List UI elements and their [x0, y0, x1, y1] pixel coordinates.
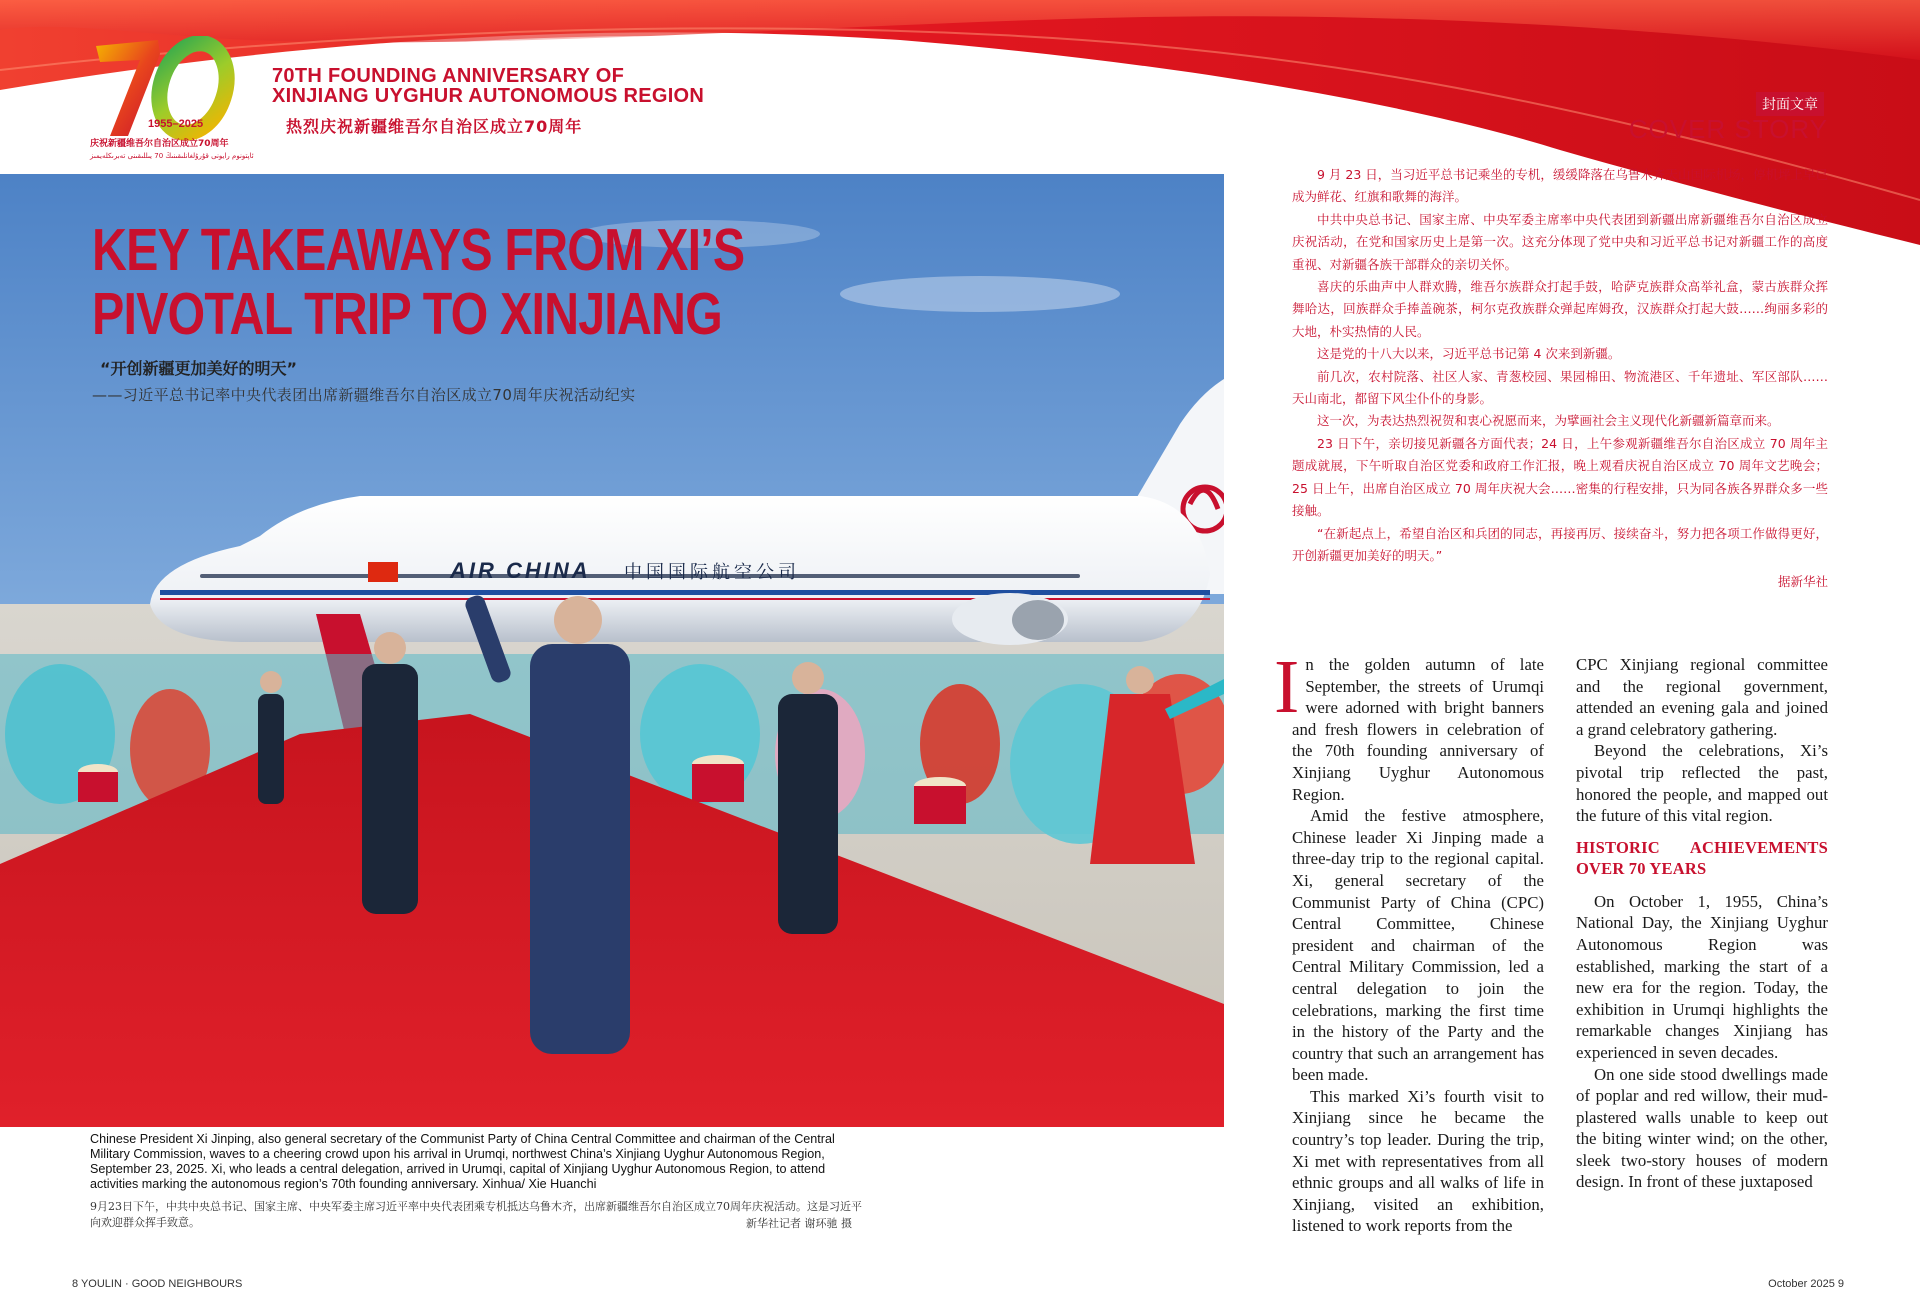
cover-story-badge-cn: 封面文章 [1756, 92, 1824, 116]
cover-story-label: COVER STORY [1628, 114, 1828, 144]
chinese-summary-block [1292, 164, 1828, 567]
chinese-source: 据新华社 [1777, 574, 1828, 589]
body-column-1 [1274, 645, 1544, 1237]
cn-paragraph: 前几次，农村院落、社区人家、青葱校园、果园棉田、物流港区、千年遗址、军区部队……天山南北，都留下风尘仆仆的身影。 [1292, 368, 1828, 407]
subtitle-cn-line: ——习近平总书记率中央代表团出席新疆维吾尔自治区成立70周年庆祝活动纪实 [92, 386, 636, 404]
cn-paragraph: 喜庆的乐曲声中人群欢腾，维吾尔族群众打起手鼓，哈萨克族群众高举礼盒，蒙古族群众挥舞哈达，回族群众手捧盖碗茶，柯尔克孜族群众弹起库姆孜，汉族群众打起大鼓……绚丽多彩的大地，朴实热情的人民。 [1292, 279, 1828, 339]
cn-paragraph: 9 月 23 日，当习近平总书记乘坐的专机，缓缓降落在乌鲁木齐天山国际机场，停机坪上早已成为鲜花、红旗和歌舞的海洋。 [1292, 167, 1828, 205]
body-paragraph-text: n the golden autumn of late September, the streets of Urumqi were adorned with bright banners and fresh flowers in celebration of the 70th founding anniversary of Xinjiang Uyghur Autonomous Region. [1292, 655, 1544, 804]
logo-uyghur-text: ئاپتونوم رايونى قۇرۇلغانلىقىنىڭ 70 يىللىقىنى تەبرىكلەيمىز [90, 152, 254, 160]
logo-years: 1955–2025 [148, 118, 204, 130]
body-paragraph: On October 1, 1955, China’s National Day, the Xinjiang Uyghur Autonomous Region was established, marking the start of a new era for the region. Today, the exhibition in Urumqi highlights the remarkable changes Xinjiang has experienced in seven decades. [1576, 891, 1828, 1062]
cn-paragraph: “在新起点上，希望自治区和兵团的同志，再接再厉、接续奋斗，努力把各项工作做得更好，开创新疆更加美好的明天。” [1292, 525, 1828, 563]
plane-text-cn: 中国国际航空公司 [624, 562, 800, 583]
section-heading: HISTORIC ACHIEVEMENTS OVER 70 YEARS [1576, 837, 1828, 878]
body-paragraph [1274, 645, 1544, 805]
cn-paragraph: 这一次，为表达热烈祝贺和衷心祝愿而来，为擘画社会主义现代化新疆新篇章而来。 [1317, 413, 1780, 429]
folio-right: October 2025 9 [1768, 1278, 1844, 1290]
subtitle-cn-quote: “开创新疆更加美好的明天” [100, 359, 298, 378]
drop-cap: I [1274, 645, 1300, 729]
plane-text-en: AIR CHINA [450, 558, 591, 583]
article-headline: KEY TAKEAWAYS FROM XI’S PIVOTAL TRIP TO XINJIANG [92, 217, 745, 347]
cn-paragraph: 这是党的十八大以来，习近平总书记第 4 次来到新疆。 [1317, 346, 1621, 362]
folio-left: 8 YOULIN · GOOD NEIGHBOURS [72, 1278, 243, 1290]
body-paragraph: This marked Xi’s fourth visit to Xinjiang since he became the country’s top leader. During the trip, Xi met with representatives from all ethnic groups and all walks of life in Xinjiang, visited an exhibition, listened to work reports from the [1292, 1086, 1544, 1236]
body-column-2 [1576, 654, 1828, 1193]
body-paragraph: CPC Xinjiang regional committee and the regional government, attended an evening gala and joined a grand celebratory gathering. [1576, 655, 1828, 739]
china-flag-icon [368, 562, 398, 582]
cn-paragraph: 23 日下午，亲切接见新疆各方面代表；24 日，上午参观新疆维吾尔自治区成立 70 周年主题成就展，下午听取自治区党委和政府工作汇报，晚上观看庆祝自治区成立 70 周年文艺晚会；25 日上午，出席自治区成立 70 周年庆祝大会……密集的行程安排，只为同各族各界群众多一些接触。 [1292, 435, 1828, 519]
anniversary-title-en [272, 66, 704, 106]
body-paragraph: On one side stood dwellings made of poplar and red willow, their mud-plastered walls unable to keep out the biting winter wind; on the other, sleek two-story houses of modern design. In front of these juxtaposed [1576, 1064, 1828, 1192]
photo-caption-cn: 9月23日下午，中共中央总书记、国家主席、中央军委主席习近平率中央代表团乘专机抵达乌鲁木齐，出席新疆维吾尔自治区成立70周年庆祝活动。这是习近平向欢迎群众挥手致意。 [90, 1200, 862, 1229]
photo-credit-cn: 新华社记者 谢环驰 摄 [746, 1217, 852, 1230]
photo-caption-en: Chinese President Xi Jinping, also general secretary of the Communist Party of China Central Committee and chairman of the Central Military Commission, waves to a cheering crowd upon his arrival in Urumqi, northwest China’s Xinjiang Uyghur Autonomous Region, September 23, 2025. Xi, who leads a central delegation, arrived in Urumqi, capital of Xinjiang Uyghur Autonomous Region, to attend activities marking the autonomous region’s 70th founding anniversary. Xinhua/ Xie Huanchi [90, 1132, 835, 1191]
anniversary-title-line2: XINJIANG UYGHUR AUTONOMOUS REGION [272, 85, 705, 107]
logo-chinese-text: 庆祝新疆维吾尔自治区成立70周年 [90, 139, 229, 149]
anniversary-title-line1: 70TH FOUNDING ANNIVERSARY OF [272, 65, 625, 87]
cn-paragraph: 中共中央总书记、国家主席、中央军委主席率中央代表团到新疆出席新疆维吾尔自治区成立庆祝活动，在党和国家历史上是第一次。这充分体现了党中央和习近平总书记对新疆工作的高度重视、对新疆各族干部群众的亲切关怀。 [1292, 211, 1828, 272]
anniversary-title-cn: 热烈庆祝新疆维吾尔自治区成立70周年 [286, 117, 583, 136]
body-paragraph: Amid the festive atmosphere, Chinese leader Xi Jinping made a three-day trip to the regional capital. Xi, general secretary of the Communist Party of China (CPC) Central Committee, Chinese president and chairman of the Central Military Commission, led a central delegation to join the celebrations, marking the first time in the history of the Party and the country that such an arrangement has been made. [1292, 806, 1544, 1085]
body-paragraph: Beyond the celebrations, Xi’s pivotal trip reflected the past, honored the people, and mapped out the future of this vital region. [1576, 741, 1828, 826]
